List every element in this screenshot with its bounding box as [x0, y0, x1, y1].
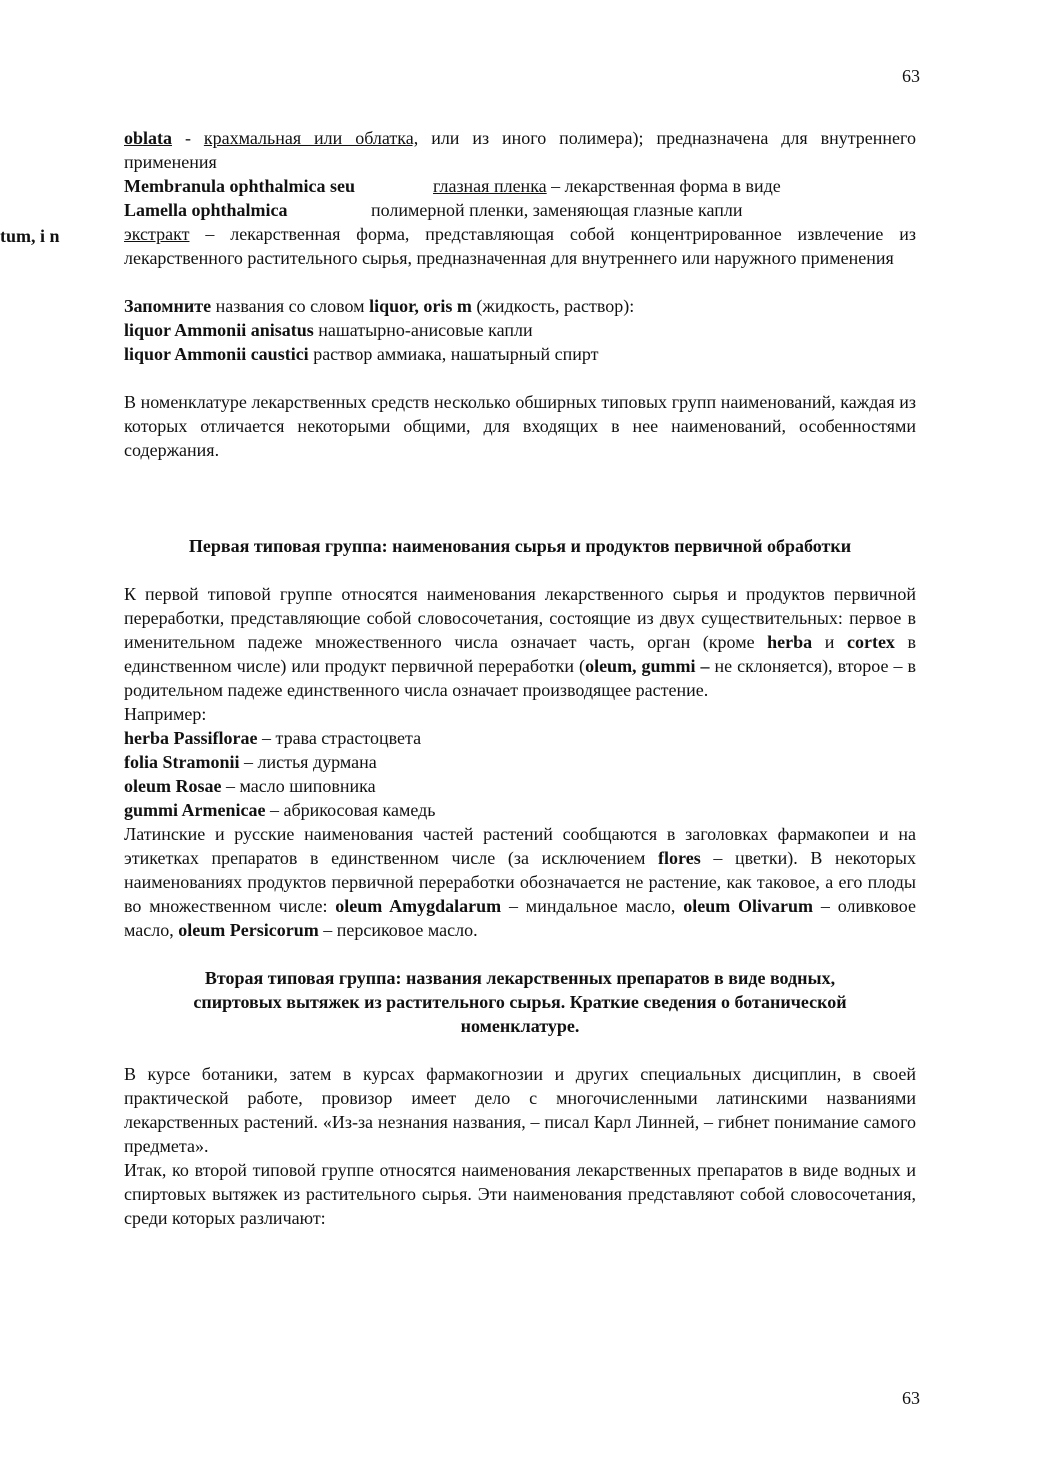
- text-run: – цветки). В некоторых наименованиях продуктов первичной переработки обозначается не растение, как таковое, а его плоды во множественном числе:: [124, 848, 916, 916]
- oblata-entry: [124, 126, 916, 174]
- oblata-underlined: крахмальная или облатка,: [203, 128, 419, 148]
- intro-paragraph: В номенклатуре лекарственных средств несколько обширных типовых групп наименований, каждая из которых отличается некоторыми общими, для входящих в нее наименований, особенностями содержания.: [124, 392, 916, 460]
- example-def: – листья дурмана: [239, 752, 377, 772]
- example-term: gummi Armenicae: [124, 800, 266, 820]
- text-run: не склоняется), второе – в родительном падеже единственного числа означает производящее растение.: [124, 656, 916, 700]
- section-1-paragraph-1: [124, 582, 916, 702]
- heading-line: номенклатуре.: [460, 1016, 580, 1036]
- text-run: – оливковое масло,: [124, 896, 916, 940]
- membranula-def-1: – лекарственная форма в виде: [546, 176, 781, 196]
- liquor-term: liquor Ammonii anisatus: [124, 320, 314, 340]
- example-def: – масло шиповника: [221, 776, 376, 796]
- liquor-item: [124, 318, 916, 342]
- membranula-term: Membranula ophthalmica seu: [124, 176, 356, 196]
- bold-term: oleum Amygdalarum: [335, 896, 502, 916]
- liquor-def: нашатырно-анисовые капли: [313, 320, 533, 340]
- section-2-heading: [124, 966, 916, 1038]
- example-def: – трава страстоцвета: [257, 728, 422, 748]
- heading-line: спиртовых вытяжек из растительного сырья. Краткие сведения о ботанической: [193, 992, 847, 1012]
- heading-line: Вторая типовая группа: названия лекарственных препаратов в виде водных,: [204, 968, 836, 988]
- page-number-bottom: 63: [902, 1388, 920, 1408]
- liquor-bold: liquor, oris m: [369, 296, 472, 316]
- liquor-def: раствор аммиака, нашатырный спирт: [308, 344, 599, 364]
- bold-term: oleum Olivarum: [683, 896, 814, 916]
- bold-term: oleum Persicorum: [178, 920, 319, 940]
- example-item: [124, 750, 916, 774]
- membranula-underlined: глазная пленка: [433, 176, 547, 196]
- remember-text-2: (жидкость, раствор):: [471, 296, 635, 316]
- extract-underlined: экстракт: [124, 224, 190, 244]
- section-1-heading: Первая типовая группа: наименования сырья и продуктов первичной обработки: [188, 536, 852, 556]
- bold-term: herba: [767, 632, 813, 652]
- remember-bold: Запомните: [124, 296, 212, 316]
- page-number-top: 63: [902, 66, 920, 86]
- text-run: Латинские и русские наименования частей растений сообщаются в заголовках фармакопеи и на этикетках препаратов в единственном числе (за исключением: [124, 824, 916, 868]
- margin-cutoff-text: tum, i n: [0, 226, 60, 246]
- extract-rest: – лекарственная форма, представляющая собой концентрированное извлечение из лекарственного растительного сырья, предназначенная для внутреннего или наружного применения: [124, 224, 916, 268]
- example-label: Например:: [124, 704, 207, 724]
- example-term: herba Passiflorae: [124, 728, 258, 748]
- section-2-paragraph-1: В курсе ботаники, затем в курсах фармакогнозии и других специальных дисциплин, в своей практической работе, провизор имеет дело с многочисленными латинскими названиями лекарственных растений. «Из-за незнания названия, – писал Карл Линней, – гибнет понимание самого предмета».: [124, 1064, 916, 1156]
- oblata-term: oblata: [124, 128, 173, 148]
- section-1-paragraph-2: [124, 822, 916, 942]
- liquor-item: [124, 342, 916, 366]
- text-run: – персиковое масло.: [318, 920, 478, 940]
- remember-line: [124, 294, 916, 318]
- oblata-rest: или из иного полимера); предназначена для внутреннего применения: [124, 128, 916, 172]
- example-item: [124, 774, 916, 798]
- extract-entry: [124, 222, 916, 270]
- example-term: oleum Rosae: [124, 776, 222, 796]
- text-run: в единственном числе) или продукт первичной переработки (: [124, 632, 917, 676]
- text-run: – миндальное масло,: [501, 896, 684, 916]
- text-run: К первой типовой группе относятся наименования лекарственного сырья и продуктов первичной переработки, представляющие собой словосочетания, состоящие из двух существительных: первое в именительном падеже множественного числа означает часть, орган (кроме: [124, 584, 916, 652]
- example-def: – абрикосовая камедь: [265, 800, 436, 820]
- example-item: [124, 726, 916, 750]
- bold-term: oleum, gummi –: [585, 656, 710, 676]
- remember-text-1: названия со словом: [211, 296, 370, 316]
- example-term: folia Stramonii: [124, 752, 240, 772]
- example-item: [124, 798, 916, 822]
- bold-term: flores: [658, 848, 701, 868]
- membranula-row-2: [124, 198, 916, 222]
- page-content: [124, 126, 916, 1230]
- text-run: и: [812, 632, 847, 652]
- membranula-row-1: [124, 174, 916, 198]
- lamella-term: Lamella ophthalmica: [124, 200, 288, 220]
- section-2-paragraph-2: Итак, ко второй типовой группе относятся наименования лекарственных препаратов в виде водных и спиртовых вытяжек из растительного сырья. Эти наименования представляют собой словосочетания, среди которых различают:: [124, 1160, 916, 1228]
- liquor-term: liquor Ammonii caustici: [124, 344, 309, 364]
- oblata-dash: -: [172, 128, 204, 148]
- membranula-def-2: полимерной пленки, заменяющая глазные капли: [371, 200, 743, 220]
- bold-term: cortex: [846, 632, 895, 652]
